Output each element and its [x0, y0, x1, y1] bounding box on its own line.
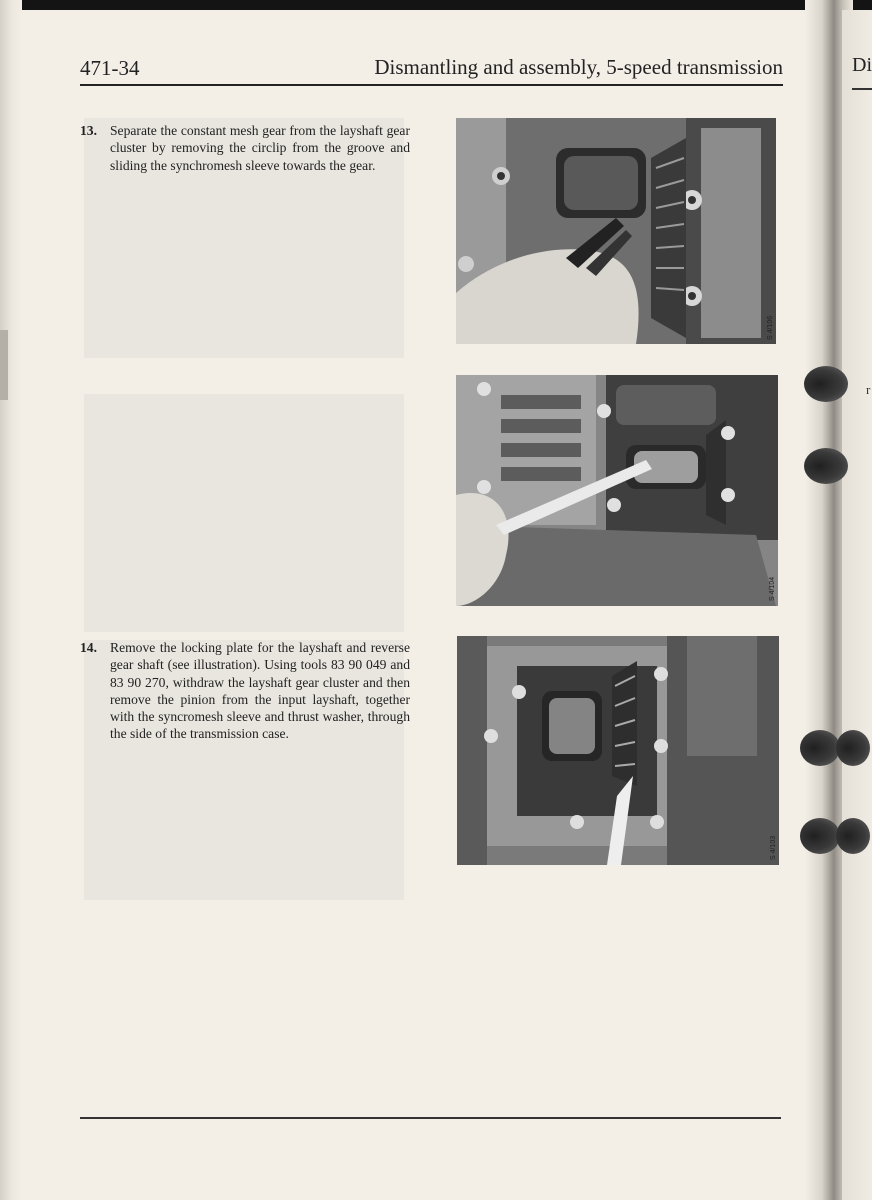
punch-hole — [804, 366, 848, 402]
photo-code: S 4/103 — [770, 835, 777, 860]
photo-synchromesh-sleeve — [456, 375, 778, 606]
punch-hole — [836, 730, 870, 766]
scan-top-border — [0, 0, 872, 10]
header-rule — [80, 84, 783, 86]
photo-code: S 4/106 — [767, 315, 774, 340]
facing-page-rule — [852, 88, 872, 90]
punch-hole — [800, 818, 840, 854]
step-number: 14. — [80, 640, 97, 655]
step-text: Separate the constant mesh gear from the layshaft gear cluster by removing the circlip from the groove and sliding the synchromesh sleeve towards the gear. — [110, 123, 410, 173]
page-left-edge — [0, 0, 22, 1200]
facing-page-title: Di — [852, 54, 872, 76]
footer-rule — [80, 1117, 781, 1119]
photo-code: S 4/104 — [769, 576, 776, 601]
binding-tab — [0, 330, 8, 400]
show-through-panel — [84, 394, 404, 632]
facing-page — [842, 10, 872, 1200]
punch-hole — [800, 730, 840, 766]
facing-page-letter: r — [866, 382, 871, 397]
step-text: Remove the locking plate for the layshaft and reverse gear shaft (see illustration). Using tools 83 90 049 and 83 90 270, withdraw the layshaft gear cluster and then remove the pinion from the input layshaft, together with the syncromesh sleeve and thrust washer, through the side of the transmission case. — [110, 640, 410, 742]
punch-hole — [836, 818, 870, 854]
step-14 — [80, 639, 410, 743]
punch-hole — [804, 448, 848, 484]
step-13 — [80, 122, 410, 174]
photo-layshaft-pinion — [457, 636, 779, 865]
page-number: 471-34 — [80, 56, 140, 80]
step-number: 13. — [80, 123, 97, 138]
chapter-title: Dismantling and assembly, 5-speed transmission — [374, 55, 783, 79]
photo-circlip-removal — [456, 118, 776, 344]
